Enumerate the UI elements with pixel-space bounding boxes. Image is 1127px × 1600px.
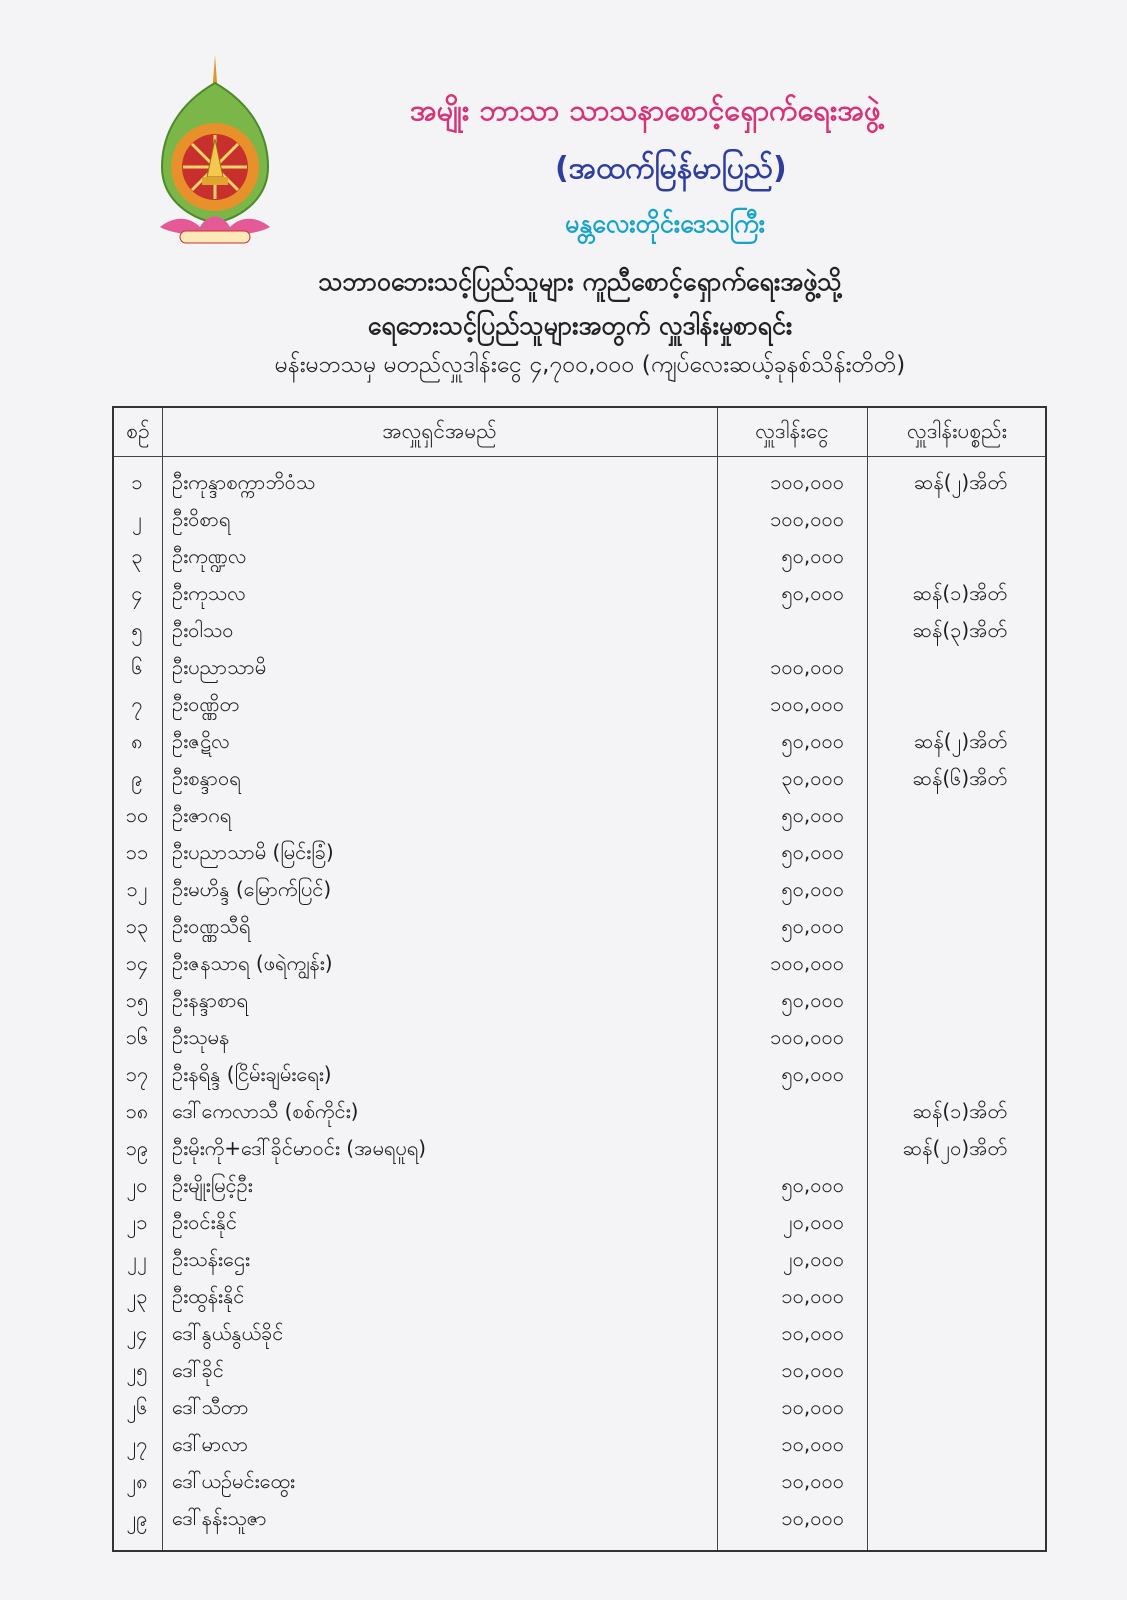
table-row [114, 1240, 1047, 1277]
table-row [114, 796, 1047, 833]
donation-amount: ၁၀,၀၀၀ [781, 1321, 844, 1345]
table-row [114, 1018, 1047, 1055]
table-row [114, 722, 1047, 759]
donation-amount: ၃၀,၀၀၀ [781, 766, 844, 790]
donation-amount: ၅၀,၀၀၀ [781, 840, 844, 864]
table-row [114, 833, 1047, 870]
donation-amount: ၂၀,၀၀၀ [782, 1210, 844, 1234]
row-number: ၁ [131, 470, 143, 494]
table-row [114, 1092, 1047, 1129]
table-row [114, 1277, 1047, 1314]
donor-name: ဦးကုန္ဒာစက္ကာဘိဝံသ [172, 470, 316, 494]
donated-items: ဆန်(၂)အိတ် [914, 470, 1007, 494]
donation-amount: ၁၀,၀၀၀ [781, 1506, 844, 1530]
donor-name: ဦးဇာဂရ [172, 803, 232, 827]
table-row [114, 759, 1047, 796]
table-row [114, 870, 1047, 907]
table-row [114, 685, 1047, 722]
donor-name: ဒေါ်ခိုင် [172, 1358, 224, 1382]
region-name: မန္တလေးတိုင်းဒေသကြီး [565, 209, 765, 238]
donor-name: ဦးသုမန [172, 1025, 230, 1049]
donor-name: ဦးပညာသာမိ [172, 655, 267, 679]
row-number: ၂၅ [126, 1358, 148, 1382]
donation-amount: ၅၀,၀၀၀ [781, 988, 844, 1012]
donation-amount: ၁၀၀,၀၀၀ [770, 1025, 844, 1049]
donor-name: ဦးမျိုးမြင့်ဦး [172, 1173, 253, 1197]
donated-items: ဆန်(၂၀)အိတ် [902, 1136, 1007, 1160]
subject-line-2: ရေဘေးသင့်ပြည်သူများအတွက် လှူဒါန်းမှုစာရင်း [367, 311, 793, 340]
row-number: ၈ [131, 729, 143, 753]
row-number: ၁၂ [126, 877, 148, 901]
donation-amount: ၁၀၀,၀၀၀ [770, 655, 844, 679]
row-number: ၄ [131, 581, 143, 605]
table-row [114, 1314, 1047, 1351]
donated-items: ဆန်(၁)အိတ် [912, 1099, 1007, 1123]
table-row [114, 611, 1047, 648]
donor-name: ဒေါ်ယဉ်မင်းထွေး [172, 1469, 295, 1493]
donor-name: ဦးသန်းဌေး [172, 1247, 250, 1271]
donor-name: ဦးဇနသာရ (ဖရဲကျွန်း) [172, 951, 333, 975]
table-row [114, 944, 1047, 981]
donation-amount: ၅၀,၀၀၀ [781, 1062, 844, 1086]
row-number: ၁၆ [125, 1025, 149, 1049]
donation-amount: ၅၀,၀၀၀ [781, 803, 844, 827]
row-number: ၂၆ [126, 1395, 148, 1419]
donation-amount: ၅၀,၀၀၀ [781, 914, 844, 938]
donor-name: ဒေါ်မာလာ [172, 1432, 249, 1456]
table-body [114, 463, 1047, 1536]
table-row [114, 1425, 1047, 1462]
donation-amount: ၁၀၀,၀၀၀ [770, 692, 844, 716]
table-row [114, 1462, 1047, 1499]
table-row [114, 1203, 1047, 1240]
row-number: ၁၈ [125, 1099, 149, 1123]
table-row [114, 537, 1047, 574]
row-number: ၁၇ [125, 1062, 149, 1086]
donor-name: ဒေါ်သီတာ [172, 1395, 249, 1419]
donor-name: ဦးပညာသာမိ (မြင်းခြံ) [172, 840, 334, 864]
table-row [114, 1351, 1047, 1388]
row-number: ၁၃ [125, 914, 149, 938]
donation-amount: ၁၀,၀၀၀ [781, 1432, 844, 1456]
subject-line-3: မန်းမဘသမှ မတည်လှူဒါန်းငွေ ၄,၇၀၀,၀၀၀ (ကျပ်လေးဆယ့်ခုနစ်သိန်းတိတိ) [274, 352, 906, 378]
donation-amount: ၁၀၀,၀၀၀ [770, 951, 844, 975]
donor-name: ဦးဝဏ္ဏိတ [172, 692, 240, 716]
donated-items: ဆန်(၃)အိတ် [912, 618, 1007, 642]
donated-items: ဆန်(၆)အိတ် [912, 766, 1007, 790]
donor-name: ဦးဇဋိလ [172, 729, 230, 753]
subject-line-1: သဘာဝဘေးသင့်ပြည်သူများ ကူညီစောင့်ရှောက်ရေးအဖွဲ့သို့ [318, 267, 842, 296]
donation-amount: ၁၀၀,၀၀၀ [770, 507, 844, 531]
row-number: ၃ [131, 544, 143, 568]
donor-name: ဦးဝဏ္ဏသီရိ [172, 914, 251, 938]
row-number: ၂၉ [126, 1506, 148, 1530]
row-number: ၁၁ [125, 840, 149, 864]
donation-amount: ၁၀,၀၀၀ [781, 1395, 844, 1419]
table-row [114, 648, 1047, 685]
table-row [114, 1499, 1047, 1536]
donor-name: ဦးစန္ဒာဝရ [172, 766, 241, 790]
row-number: ၁၅ [125, 988, 149, 1012]
row-number: ၅ [131, 618, 143, 642]
organization-name: အမျိုး ဘာသာ သာသနာစောင့်ရှောက်ရေးအဖွဲ့ [410, 93, 881, 127]
table-row [114, 500, 1047, 537]
table-row [114, 907, 1047, 944]
donor-name: ဦးကုသလ [172, 581, 246, 605]
donation-amount: ၁၀၀,၀၀၀ [770, 470, 844, 494]
table-row [114, 1388, 1047, 1425]
donor-name: ဦးမိုးကို+ဒေါ်ခိုင်မာဝင်း (အမရပူရ) [172, 1136, 427, 1160]
donor-name: ဦးနရိန္ဒ (ငြိမ်းချမ်းရေး) [172, 1062, 332, 1086]
donation-amount: ၁၀,၀၀၀ [781, 1284, 844, 1308]
organization-seal-icon [160, 55, 290, 245]
donor-name: ဦးဝိစာရ [172, 507, 231, 531]
row-number: ၂၃ [126, 1284, 148, 1308]
table-row [114, 574, 1047, 611]
donor-name: ဦးမဟိန္ဒ (မြောက်ပြင်) [172, 877, 332, 901]
row-number: ၁၀ [125, 803, 149, 827]
donation-amount: ၅၀,၀၀၀ [781, 1173, 844, 1197]
donation-amount: ၁၀,၀၀၀ [781, 1469, 844, 1493]
row-number: ၂၈ [126, 1469, 148, 1493]
row-number: ၉ [131, 766, 143, 790]
row-number: ၂၁ [126, 1210, 148, 1234]
donation-amount: ၅၀,၀၀၀ [781, 729, 844, 753]
donated-items: ဆန်(၂)အိတ် [914, 729, 1007, 753]
row-number: ၂၂ [127, 1247, 147, 1271]
column-header-amount: လှူဒါန်းငွေ [755, 419, 829, 443]
row-number: ၂၀ [126, 1173, 148, 1197]
row-number: ၂၇ [126, 1432, 148, 1456]
row-number: ၁၉ [125, 1136, 149, 1160]
donor-name: ဦးဝင်းနိုင် [172, 1210, 237, 1234]
donor-name: ဦးဝါသဝ [172, 618, 234, 642]
donation-amount: ၅၀,၀၀၀ [781, 544, 844, 568]
donation-table [112, 406, 1047, 1552]
table-row [114, 1129, 1047, 1166]
donation-amount: ၅၀,၀၀၀ [781, 581, 844, 605]
row-number: ၇ [131, 692, 143, 716]
donor-name: ဦးကုဏ္ဍလ [172, 544, 247, 568]
donation-amount: ၂၀,၀၀၀ [782, 1247, 844, 1271]
donor-name: ဦးထွန်းနိုင် [172, 1284, 245, 1308]
organization-scope: (အထက်မြန်မာပြည်) [555, 151, 787, 186]
donation-amount: ၁၀,၀၀၀ [781, 1358, 844, 1382]
row-number: ၆ [131, 655, 143, 679]
table-row [114, 463, 1047, 500]
column-header-donor-name: အလှူရှင်အမည် [382, 419, 497, 443]
row-number: ၂၄ [126, 1321, 148, 1345]
table-row [114, 1055, 1047, 1092]
donor-name: ဒေါ်နွယ်နွယ်ခိုင် [172, 1321, 284, 1345]
table-row [114, 981, 1047, 1018]
header-divider [114, 456, 1045, 457]
donor-name: ဒေါ်ကေလာသီ (စစ်ကိုင်း) [172, 1099, 359, 1123]
donated-items: ဆန်(၁)အိတ် [912, 581, 1007, 605]
donor-name: ဒေါ်နန်းသူဇာ [172, 1506, 267, 1530]
row-number: ၂ [132, 507, 142, 531]
donor-name: ဦးနန္ဒာစာရ [172, 988, 249, 1012]
donation-amount: ၅၀,၀၀၀ [781, 877, 844, 901]
column-header-number: စဉ် [126, 419, 150, 443]
column-header-items: လှူဒါန်းပစ္စည်း [907, 419, 1007, 443]
table-row [114, 1166, 1047, 1203]
row-number: ၁၄ [125, 951, 149, 975]
